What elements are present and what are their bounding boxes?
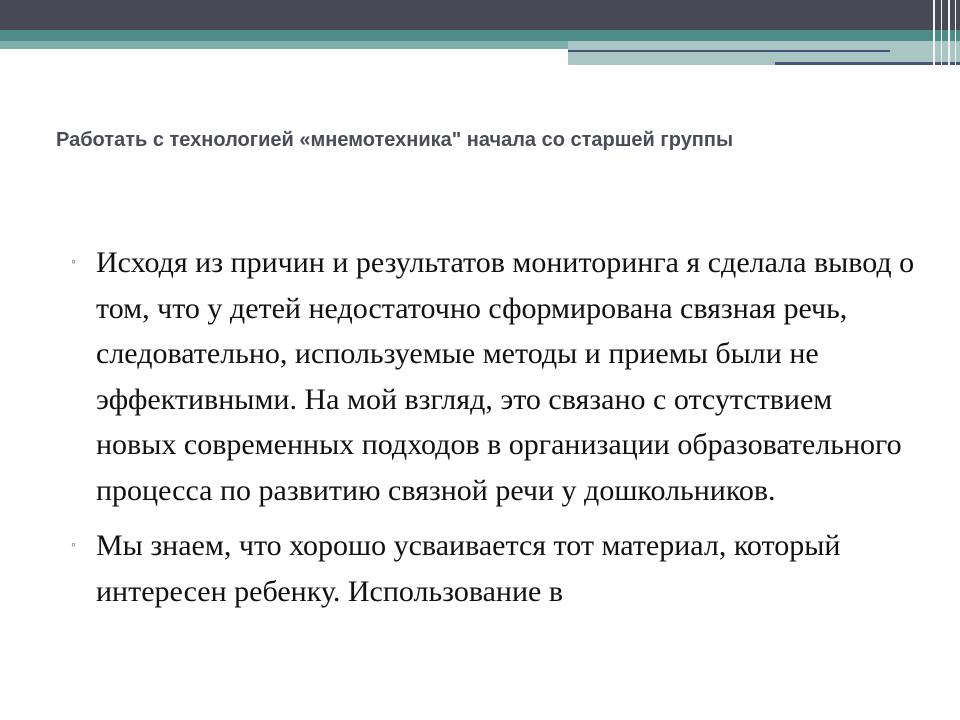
header-stripe xyxy=(948,0,950,65)
header-stripe xyxy=(955,0,956,65)
bullet-item xyxy=(56,240,916,513)
bullet-list xyxy=(56,240,916,624)
header-rule-upper xyxy=(568,50,890,52)
bullet-text: Мы знаем, что хорошо усваивается тот материал, который интересен ребенку. Использование в xyxy=(96,529,841,608)
header-band-dark xyxy=(0,0,960,30)
bullet-item xyxy=(56,523,916,614)
slide-title: Работать с технологией «мнемотехника" начала со старшей группы xyxy=(56,129,734,151)
header-band-teal xyxy=(0,30,960,41)
bullet-icon: ◦ xyxy=(71,255,76,270)
header-stripe xyxy=(933,0,935,65)
header-band-gap xyxy=(0,49,568,65)
bullet-icon: ◦ xyxy=(71,538,76,553)
bullet-text: Исходя из причин и результатов мониторинга я сделала вывод о том, что у детей недостаточно сформирована связная речь, следовательно, используемые методы и приемы были не эффективными. На мой взгляд, это связано с отсутствием новых современных подходов в организации образовательного процесса по развитию связной речи у дошкольников. xyxy=(96,246,915,507)
header-stripe xyxy=(941,0,942,65)
